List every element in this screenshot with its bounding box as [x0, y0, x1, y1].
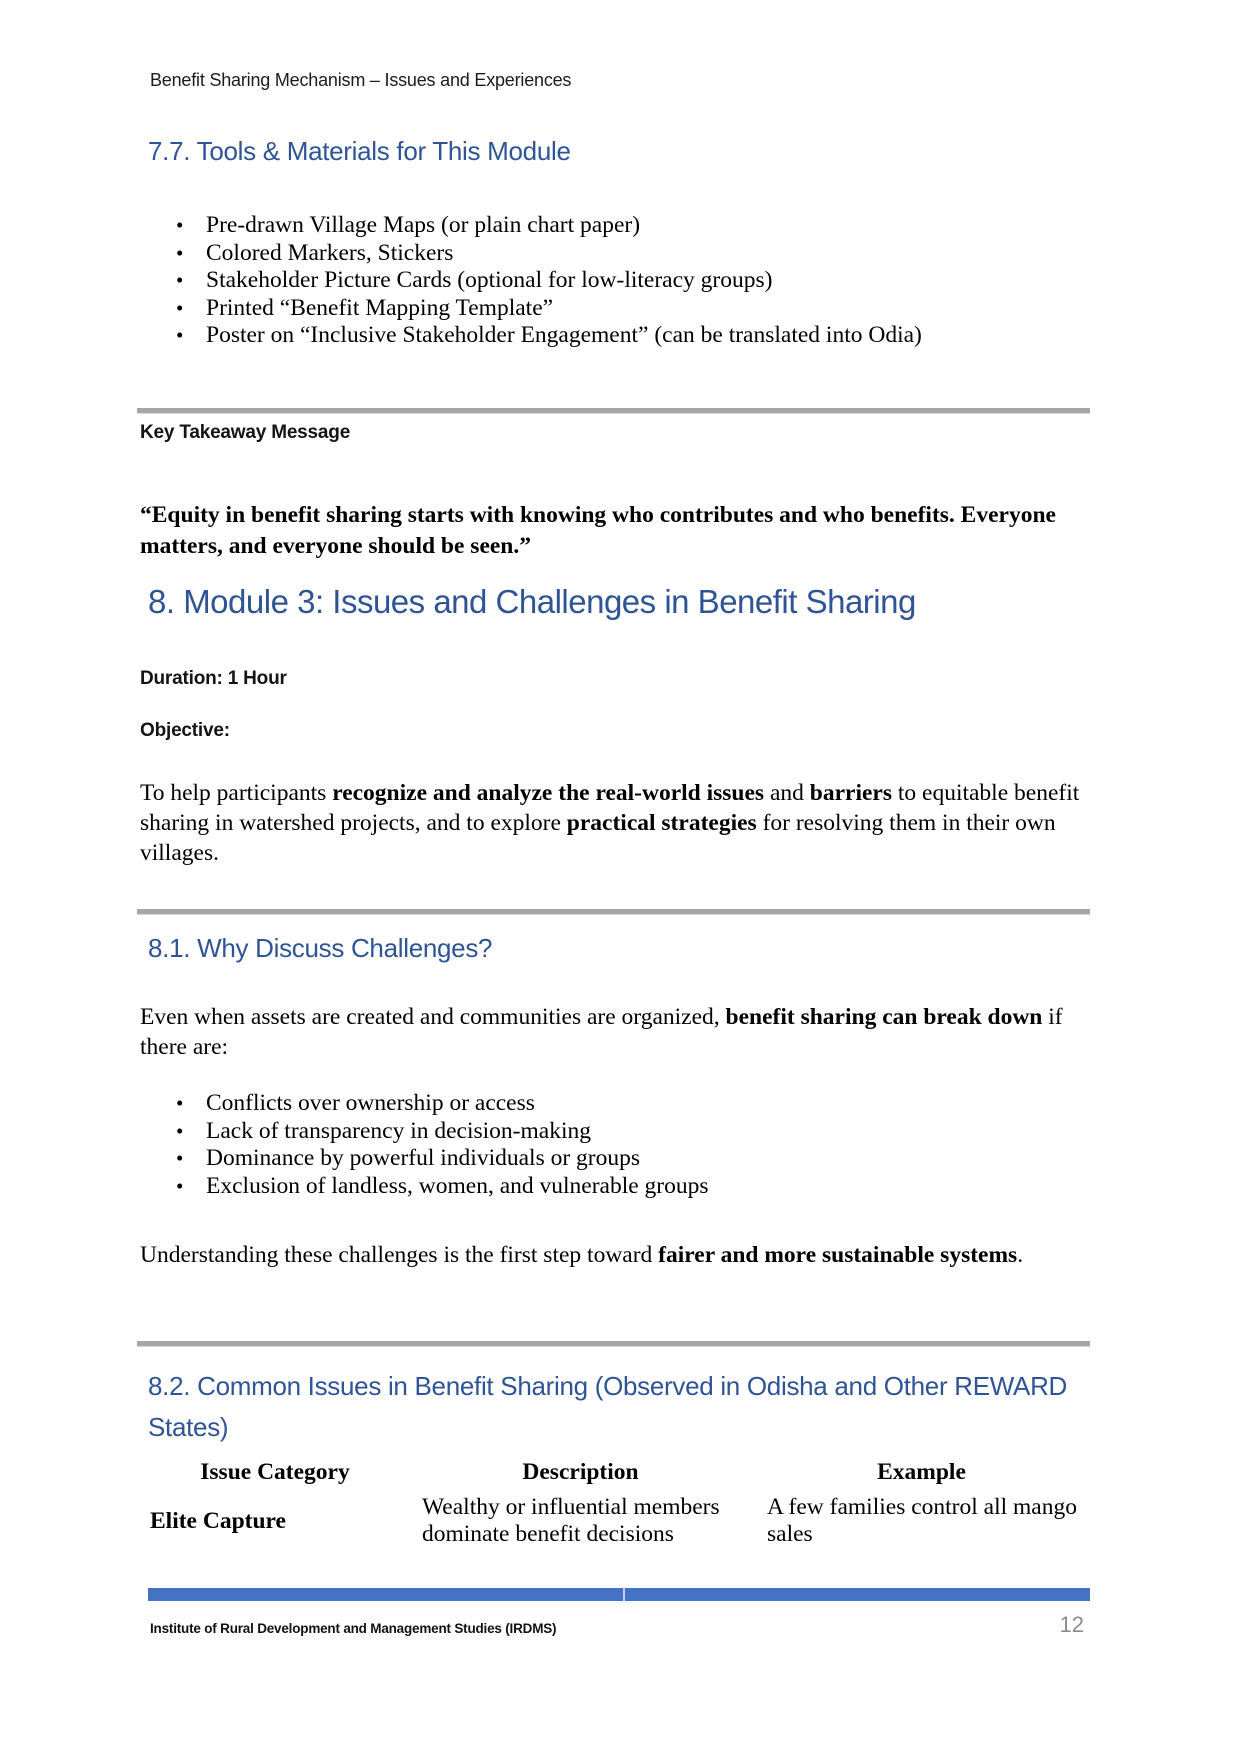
table-header-issue-category: Issue Category [200, 1459, 350, 1485]
section-heading-8-2: 8.2. Common Issues in Benefit Sharing (Observed in Odisha and Other REWARD States) [148, 1371, 1068, 1442]
bullet-item: • Stakeholder Picture Cards (optional for low-literacy groups) [140, 267, 1092, 295]
issues-table [140, 1458, 1092, 1548]
tools-bullet-list [140, 212, 1092, 350]
horizontal-rule [137, 909, 1090, 915]
section-heading-7-7: 7.7. Tools & Materials for This Module [148, 136, 571, 166]
key-takeaway-label: Key Takeaway Message [140, 422, 351, 443]
section-heading-8-1: 8.1. Why Discuss Challenges? [148, 933, 493, 963]
page-header-title: Benefit Sharing Mechanism – Issues and Experiences [150, 70, 572, 90]
duration-label: Duration: 1 Hour [140, 668, 287, 689]
takeaway-quote: “Equity in benefit sharing starts with knowing who contributes and who benefits. Everyone matters, and everyone should be seen.” [140, 502, 1056, 559]
bullet-item: • Poster on “Inclusive Stakeholder Engagement” (can be translated into Odia) [140, 322, 1092, 350]
bullet-item: • Lack of transparency in decision-making [140, 1118, 1092, 1146]
module-3-heading: 8. Module 3: Issues and Challenges in Benefit Sharing [148, 583, 916, 620]
footer-accent-bar [148, 1588, 1090, 1601]
cell-example: A few families control all mango sales [767, 1494, 1077, 1547]
bullet-item: • Printed “Benefit Mapping Template” [140, 295, 1092, 323]
footer-bar-divider [623, 1588, 625, 1601]
bullet-item: • Colored Markers, Stickers [140, 240, 1092, 268]
bullet-item: • Conflicts over ownership or access [140, 1090, 1092, 1118]
cell-issue-category: Elite Capture [150, 1507, 286, 1534]
table-header-description: Description [522, 1459, 639, 1485]
bullet-item: • Dominance by powerful individuals or groups [140, 1145, 1092, 1173]
horizontal-rule [137, 1341, 1090, 1347]
page-number: 12 [1059, 1612, 1084, 1637]
table-header-example: Example [877, 1459, 966, 1485]
challenges-outro-paragraph: Understanding these challenges is the first step toward fairer and more sustainable systems. [140, 1242, 1024, 1268]
objective-paragraph: To help participants recognize and analyze the real-world issues and barriers to equitable benefit sharing in watershed projects, and to explore practical strategies for resolving them in their own villages. [140, 780, 1080, 866]
horizontal-rule [137, 408, 1090, 414]
bullet-item: • Exclusion of landless, women, and vulnerable groups [140, 1173, 1092, 1201]
issues-table-header-row [140, 1458, 1092, 1486]
cell-description: Wealthy or influential members dominate benefit decisions [422, 1494, 720, 1547]
challenges-intro-paragraph: Even when assets are created and communities are organized, benefit sharing can break down if there are: [140, 1004, 1063, 1060]
objective-label: Objective: [140, 720, 230, 741]
challenges-bullet-list [140, 1090, 1092, 1200]
table-row [140, 1486, 1092, 1548]
footer-institute: Institute of Rural Development and Management Studies (IRDMS) [150, 1621, 557, 1636]
bullet-item: • Pre-drawn Village Maps (or plain chart paper) [140, 212, 1092, 240]
